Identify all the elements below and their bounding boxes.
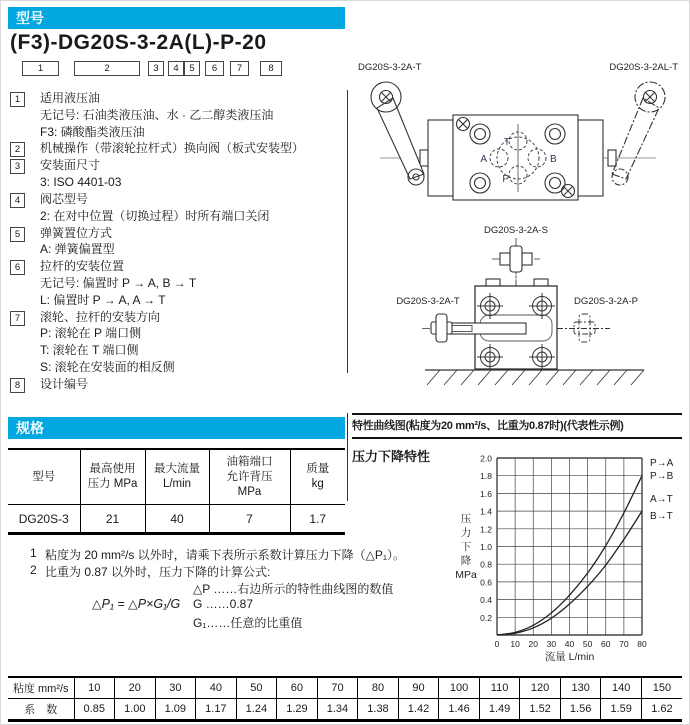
y-axis-title: 力 bbox=[460, 527, 472, 539]
model-legend-item bbox=[10, 258, 346, 308]
model-legend-number: 4 bbox=[10, 193, 25, 208]
viscosity-row-label: 粘度 mm²/s bbox=[12, 683, 69, 695]
x-tick-label: 20 bbox=[528, 639, 538, 649]
viscosity-cell: 50 bbox=[236, 677, 277, 699]
model-legend-item bbox=[10, 157, 346, 191]
x-tick-label: 30 bbox=[546, 639, 557, 649]
column-divider-top bbox=[347, 90, 348, 373]
y-tick-label: 1.2 bbox=[480, 524, 492, 535]
model-legend-title: 滚轮、拉杆的安装方向 bbox=[40, 309, 161, 324]
y-tick-label: 2.0 bbox=[480, 453, 492, 464]
model-legend-item bbox=[10, 90, 346, 140]
note-2 bbox=[30, 563, 270, 580]
model-legend-line: 无记号: 石油类液压油、水 · 乙二醇类液压油 bbox=[40, 107, 274, 122]
y-axis-title: 下 bbox=[460, 541, 472, 553]
spec-header-line: kg bbox=[311, 478, 324, 490]
model-legend-line: A: 弹簧偏置型 bbox=[40, 242, 115, 257]
spec-header-cell bbox=[209, 449, 290, 505]
model-legend-number: 5 bbox=[10, 227, 25, 242]
model-legend-title: 阀芯型号 bbox=[40, 191, 89, 206]
model-legend-text bbox=[40, 140, 304, 157]
spec-table-body bbox=[8, 505, 345, 534]
model-legend-item bbox=[10, 225, 346, 259]
model-legend-line: 2: 在对中位置（切换过程）时所有端口关闭 bbox=[40, 208, 270, 223]
spec-header-cell bbox=[290, 449, 345, 505]
y-tick-label: 1.4 bbox=[480, 506, 492, 517]
coefficient-cell: 1.29 bbox=[277, 699, 318, 721]
coefficient-cell: 1.24 bbox=[236, 699, 277, 721]
valve-side-view-diagram bbox=[352, 222, 684, 394]
model-legend-text bbox=[40, 309, 175, 376]
spec-header-cell bbox=[8, 449, 80, 505]
spec-header-cell bbox=[80, 449, 145, 505]
code-box-6: 6 bbox=[205, 61, 224, 76]
coefficient-cell: 1.52 bbox=[520, 699, 561, 721]
valve-top-view-diagram bbox=[352, 58, 684, 220]
x-tick-label: 70 bbox=[619, 639, 629, 649]
section-header-spec-label: 规格 bbox=[16, 420, 44, 436]
note-2-text: 比重为 0.87 以外时，压力下降的计算公式: bbox=[45, 565, 271, 579]
coefficient-cell: 1.17 bbox=[196, 699, 237, 721]
legend-label: P→A bbox=[650, 458, 674, 469]
viscosity-row bbox=[8, 677, 682, 699]
chart-title: 压力下降特性 bbox=[352, 449, 431, 464]
y-tick-label: 0.2 bbox=[480, 612, 492, 623]
section-header-model bbox=[8, 7, 345, 29]
model-legend-line: L: 偏置时 P → A, A → T bbox=[40, 292, 166, 307]
valve-side-drawing bbox=[422, 238, 644, 385]
code-box-1: 1 bbox=[22, 61, 59, 76]
coefficient-cell: 1.46 bbox=[439, 699, 480, 721]
spec-table-cell: 1.7 bbox=[290, 505, 345, 534]
y-axis-unit: MPa bbox=[455, 569, 477, 581]
code-box-8: 8 bbox=[260, 61, 282, 76]
y-tick-label: 1.0 bbox=[480, 542, 492, 552]
x-tick-label: 40 bbox=[564, 639, 575, 649]
spec-table-row bbox=[8, 505, 345, 534]
spec-header-line: 油箱端口 bbox=[226, 455, 273, 468]
note-1 bbox=[30, 546, 405, 563]
model-legend-item bbox=[10, 376, 346, 393]
port-label-p: P bbox=[502, 174, 509, 185]
y-axis-title: 压 bbox=[460, 513, 472, 525]
viscosity-cell: 120 bbox=[520, 677, 561, 699]
viscosity-cell: 10 bbox=[74, 677, 115, 699]
y-axis-title: 降 bbox=[460, 555, 472, 567]
code-box-4: 4 bbox=[168, 61, 184, 76]
diagram-label-left: DG20S-3-2A-T bbox=[358, 62, 422, 73]
note-1-text: 粘度为 20 mm²/s 以外时，请乘下表所示系数计算压力下降（△P₁）。 bbox=[45, 548, 405, 562]
model-legend-item bbox=[10, 309, 346, 376]
model-legend-number: 3 bbox=[10, 159, 25, 174]
model-legend-text bbox=[40, 258, 196, 308]
viscosity-cell: 20 bbox=[115, 677, 156, 699]
model-legend-title: 弹簧置位方式 bbox=[40, 225, 113, 240]
spec-header-line: 压力 MPa bbox=[87, 478, 138, 490]
coefficient-cell: 1.59 bbox=[601, 699, 642, 721]
viscosity-cell: 130 bbox=[560, 677, 601, 699]
spec-table-cell: 40 bbox=[145, 505, 209, 534]
coef-table-body bbox=[8, 677, 682, 721]
model-legend-line: 无记号: 偏置时 P → A, B → T bbox=[40, 275, 197, 290]
model-code-legend-list bbox=[10, 90, 346, 393]
spec-table-head bbox=[8, 449, 345, 505]
legend-label: P→B bbox=[650, 471, 674, 482]
y-tick-label: 1.6 bbox=[480, 488, 492, 499]
chart-section-header: 特性曲线图(粘度为20 mm²/s、比重为0.87时)(代表性示例) bbox=[352, 413, 682, 439]
model-legend-text bbox=[40, 191, 269, 225]
formula-def-3: G₁……任意的比重值 bbox=[193, 616, 303, 630]
model-legend-number: 8 bbox=[10, 378, 25, 393]
code-box-7: 7 bbox=[230, 61, 249, 76]
y-tick-label: 0.6 bbox=[480, 577, 492, 588]
port-label-b: B bbox=[550, 154, 557, 165]
viscosity-cell: 110 bbox=[479, 677, 520, 699]
y-tick-label: 0.4 bbox=[480, 595, 492, 606]
section-header-model-label: 型号 bbox=[16, 10, 44, 26]
model-legend-line: T: 滚轮在 T 端口侧 bbox=[40, 343, 139, 358]
viscosity-cell: 70 bbox=[317, 677, 358, 699]
code-box-2: 2 bbox=[74, 61, 140, 76]
spec-table-cell: 21 bbox=[80, 505, 145, 534]
model-legend-line: F3: 磷酸酯类液压油 bbox=[40, 124, 145, 139]
formula-def-2: G ……0.87 bbox=[193, 597, 254, 611]
model-legend-number: 6 bbox=[10, 260, 25, 275]
model-legend-text bbox=[40, 90, 273, 140]
formula-def-1: △P ……右边所示的特性曲线图的数值 bbox=[193, 582, 394, 596]
spec-table bbox=[8, 448, 345, 535]
diagram-label-left: DG20S-3-2A-T bbox=[396, 296, 460, 307]
model-legend-line: P: 滚轮在 P 端口侧 bbox=[40, 326, 142, 341]
diagram-label-right: DG20S-3-2A-P bbox=[574, 296, 638, 307]
x-tick-label: 0 bbox=[494, 639, 500, 649]
model-legend-line: S: 滚轮在安装面的相反侧 bbox=[40, 359, 175, 374]
coefficient-cell: 1.00 bbox=[115, 699, 156, 721]
viscosity-cell: 40 bbox=[196, 677, 237, 699]
model-legend-title: 适用液压油 bbox=[40, 91, 101, 105]
viscosity-cell: 90 bbox=[398, 677, 439, 699]
x-tick-label: 10 bbox=[510, 639, 520, 649]
code-box-3: 3 bbox=[148, 61, 164, 76]
coefficient-cell: 1.09 bbox=[155, 699, 196, 721]
coefficient-cell: 1.56 bbox=[560, 699, 601, 721]
viscosity-cell: 30 bbox=[155, 677, 196, 699]
x-tick-label: 50 bbox=[582, 639, 593, 649]
pressure-drop-formula: △P₁ = △P×G₁/G bbox=[92, 597, 181, 611]
coefficient-row bbox=[8, 699, 682, 721]
coefficient-row-label: 系 数 bbox=[8, 699, 74, 721]
viscosity-cell: 150 bbox=[641, 677, 682, 699]
spec-header-line: MPa bbox=[237, 485, 262, 498]
spec-table-cell: DG20S-3 bbox=[18, 511, 69, 526]
section-header-spec bbox=[8, 417, 345, 439]
model-legend-number: 1 bbox=[10, 92, 25, 107]
coefficient-cell: 1.34 bbox=[317, 699, 358, 721]
coefficient-cell: 0.85 bbox=[74, 699, 115, 721]
spec-header-cell bbox=[145, 449, 209, 505]
model-legend-number: 2 bbox=[10, 142, 25, 157]
code-box-5: 5 bbox=[184, 61, 200, 76]
column-divider-bottom bbox=[347, 413, 348, 501]
viscosity-cell: 100 bbox=[439, 677, 480, 699]
port-label-a: A bbox=[480, 154, 487, 165]
legend-label: B→T bbox=[650, 511, 673, 522]
coefficient-cell: 1.49 bbox=[479, 699, 520, 721]
spec-header-line: 质量 bbox=[306, 463, 330, 475]
spec-header-line: 最大流量 bbox=[154, 463, 200, 475]
model-legend-number: 7 bbox=[10, 311, 25, 326]
viscosity-cell: 80 bbox=[358, 677, 399, 699]
model-legend-line: 3: ISO 4401-03 bbox=[40, 175, 122, 190]
valve-body-drawing bbox=[371, 82, 665, 200]
model-legend-title: 设计编号 bbox=[40, 376, 89, 391]
spec-header-line: L/min bbox=[162, 478, 192, 490]
spec-header-line: 允许背压 bbox=[226, 470, 273, 483]
model-legend-text bbox=[40, 376, 88, 393]
coefficient-cell: 1.38 bbox=[358, 699, 399, 721]
model-legend-item bbox=[10, 140, 346, 157]
x-tick-label: 60 bbox=[601, 639, 611, 649]
viscosity-cell: 140 bbox=[601, 677, 642, 699]
legend-label: A→T bbox=[650, 494, 673, 505]
spec-table-cell: 7 bbox=[209, 505, 290, 534]
viscosity-cell: 60 bbox=[277, 677, 318, 699]
model-legend-text bbox=[40, 225, 115, 259]
model-legend-text bbox=[40, 157, 121, 191]
model-legend-item bbox=[10, 191, 346, 225]
model-code: (F3)-DG20S-3-2A(L)-P-20 bbox=[10, 31, 267, 54]
spec-header-line: 型号 bbox=[32, 470, 56, 483]
y-tick-label: 1.8 bbox=[480, 471, 492, 482]
coefficient-cell: 1.42 bbox=[398, 699, 439, 721]
note-1-number: 1 bbox=[30, 546, 37, 560]
diagram-label-top: DG20S-3-2A-S bbox=[484, 225, 548, 236]
x-axis-title: 流量 L/min bbox=[544, 651, 595, 663]
note-2-number: 2 bbox=[30, 563, 37, 577]
pressure-drop-chart bbox=[430, 450, 686, 666]
spec-header-line: 最高使用 bbox=[89, 463, 136, 475]
y-tick-label: 0.8 bbox=[480, 559, 492, 570]
viscosity-coefficient-table bbox=[8, 676, 682, 722]
port-label-t: T bbox=[503, 137, 510, 148]
model-legend-title: 安装面尺寸 bbox=[40, 158, 101, 173]
model-legend-title: 机械操作（带滚轮拉杆式）换向阀（板式安装型） bbox=[40, 141, 305, 156]
coefficient-cell: 1.62 bbox=[641, 699, 682, 721]
model-legend-title: 拉杆的安装位置 bbox=[40, 259, 125, 274]
diagram-label-right: DG20S-3-2AL-T bbox=[609, 62, 678, 73]
x-tick-label: 80 bbox=[637, 639, 647, 649]
